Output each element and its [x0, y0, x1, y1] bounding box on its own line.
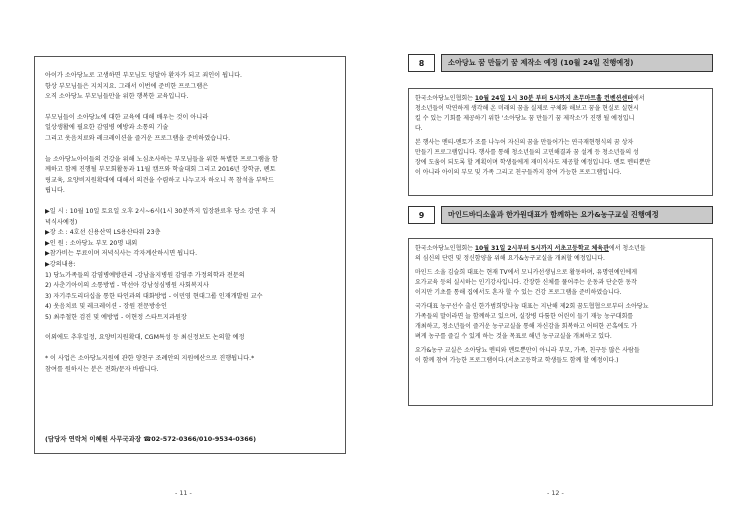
section-9-paragraph-1	[415, 244, 706, 264]
section-9-text-cont: 에서 청소년들 의 심신의 단련 및 정신함양을 위해 요가&농구교실을 개최할 예정입니다.	[415, 245, 646, 262]
section-9-box	[408, 238, 713, 406]
section-8-date-location: 10월 24일 1시 30분 부터 5시까지 초무마트홀 컨벤션센터	[474, 95, 634, 102]
section-9-title: 마인드바디소울과 한가원대표가 함께하는 요가&농구교실 진행예정	[441, 206, 713, 224]
contact-info: (담당자 연락처 이혜원 사무국과장 ☎02-572-0366/010-9534-0366)	[45, 435, 257, 444]
section-8-text: 한국소아당뇨인협회는	[415, 95, 475, 102]
section-9-number: 9	[408, 206, 435, 224]
program-paragraph: 부모님들이 소아당뇨에 대한 교육에 대해 배우는 것이 아니라 일상생활에 필요한 감염병 예방과 소통의 기술 그리고 웃음치료와 레크레이션을 즐거운 프로그램을 준비하였습니다.	[45, 113, 231, 142]
sponsor-note: * 이 사업은 소아당뇨지원에 관한 양천구 조례안의 지원예산으로 진행됩니다.* 참여를 원하시는 분은 전화/문자 바랍니다.	[45, 355, 255, 373]
section-9-paragraph-3: 국가대표 농구선수 출신 한가범희망나눔 대표는 지난해 제2회 꿈도협협으로부터 소아당뇨 가족들의 말이라면 늘 함께하고 있으며, 실장병 다툼한 어린이 들기 재능 농구대회를 개최하고, 청소년들이 즐거운 농구교실을 통해 자신감을 회복하고 어떠한 곤혹에도 가 벼게 농구를 즐길 수 있게 하는 것을 목표로 해년 농구교실을 개최하고 있다.	[415, 303, 649, 340]
section-9-paragraph-4: 요가&농구 교실은 소아당뇨 멘티와 멘토뿐만이 아니라 부모, 가족, 친구등 많은 사람들 이 함께 참여 가능한 프로그램이다.(서초고등학교 학생들도 함께 할 예정이다.)	[415, 347, 640, 364]
section-8-box	[408, 88, 713, 196]
intro-paragraph: 아이가 소아당뇨로 고생하면 부모님도 덩달아 환자가 되고 죄인이 됩니다. 항상 부모님들은 지치지요. 그래서 이번에 준비한 프로그램은 오직 소아당뇨 부모님들만을 위한 행복한 교육입니다.	[45, 72, 243, 101]
section-8-text-cont: 에서 청소년들이 막연하게 생각해 온 미래의 꿈을 실제로 구체화 해보고 꿈을 현실로 실현시 킬 수 있는 기회를 제공하기 위한 '소아당뇨 꿈 만들기 꿈 제작소'가 진행 될 예정입니 다.	[415, 95, 645, 132]
invitation-paragraph: 늘 소아당뇨아이들의 건강을 위해 노심초사하는 부모님들을 위한 특별한 프로그램을 함 께하고 함께 진행될 부모회활동과 11월 캠프와 학술대회 그리고 2016년 장학금, 펜토 링교육, 요양비지원확대에 대해서 의견을 수렴하고 나누고자 하오니 꼭 참석을 부탁드 립니다.	[45, 155, 278, 195]
section-9-paragraph-2: 마인드 소울 김슬희 대표는 현재 TV에서 모니카선생님으로 활동하며, 유명연예인에게 요가교육 등의 실시하는 인기강사입니다. 간장한 신체를 풀어주는 운동과 단순한 동작 이지만 기초를 통해 집에서도 혼자 할 수 있는 건강 프로그램을 준비하였습니다.	[415, 269, 637, 296]
section-9-header	[408, 206, 713, 224]
section-8-header	[408, 54, 713, 72]
section-8-paragraph-1	[415, 94, 706, 134]
page-number-right: - 12 -	[547, 489, 564, 497]
section-8-number: 8	[408, 54, 435, 72]
page-number-left: - 11 -	[175, 489, 192, 497]
section-8-title: 소아당뇨 꿈 만들기 꿈 제작소 예정 (10월 24일 진행예정)	[441, 54, 713, 72]
event-details: ▶일 시 : 10월 10일 토요일 오후 2시~6시(1시 30분까지 입장완료후 당소 강연 후 저 녁식사예정) ▶장 소 : 4호선 신용산역 LS용산타워 23층 ▶인 원 : 소아당뇨 부모 20명 내외 ▶참가비는 무료이며 저녁식사는 각자계산하시면 됩니다. ▶강의내용: 1) 당뇨가족들의 감염병예방관리 -강남을지병원 감염주 가정의학과 전문의 2) 사춘기아이의 소통방법 - 막선아 강남성심병원 사회복지사 3) 자기주도리더십을 통한 타인과의 대화방법 - 이민영 현대그룹 인재개발원 교수 4) 웃음치료 및 레크레이션 - 장원 전문방송인 5) 최주철한 검진 및 예방법 - 이현정 스타트지과원장	[45, 207, 276, 321]
section-9-date-location: 10월 31일 2시부터 5시까지 서초고등학교 체육관	[474, 245, 609, 252]
section-8-paragraph-2: 본 행사는 멘티-멘토가 조를 나누어 자신의 꿈을 만들어가는 연극재현형식의 꿈 상자 만들기 프로그램입니다. 행사를 통해 청소년들의 고민해결과 꿈 설계 등 청소년들의 성 장에 도움이 되도록 할 계획이며 학생들에게 재미식사도 제공할 예정입니다. 멘토 멘티뿐만 이 아니라 아이의 부모 및 가족 그리고 친구들까지 참여 가능한 프로그램입니다.	[415, 139, 651, 176]
section-9-text: 한국소아당뇨인협회는	[415, 245, 475, 252]
left-content-box	[34, 56, 346, 454]
additional-info: 이외에도 추후일정, 요양비지원확대, CGM특성 등 최신정보도 논의할 예정	[45, 334, 245, 342]
